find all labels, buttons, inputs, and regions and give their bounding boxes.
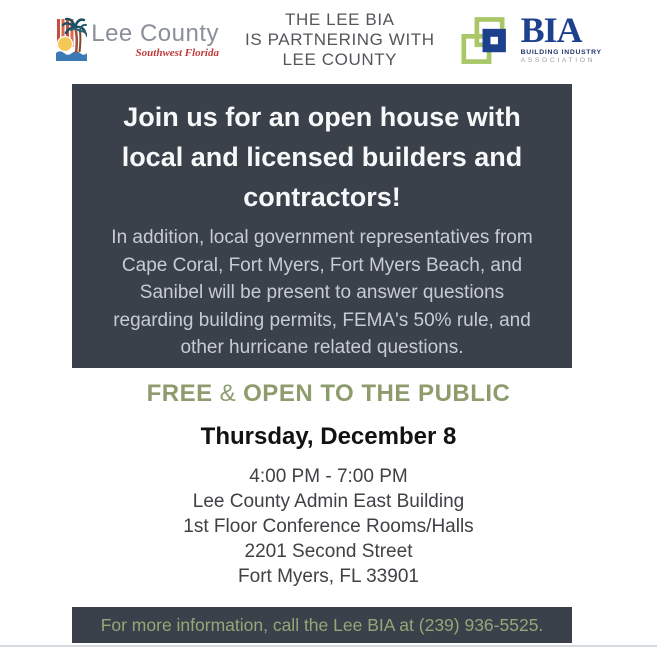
- bia-acronym: BIA: [520, 10, 582, 50]
- partnering-line-2: IS PARTNERING WITH: [245, 30, 435, 49]
- footer-info-bar: [72, 607, 572, 643]
- partnering-line-3: LEE COUNTY: [282, 50, 398, 69]
- body-line-4: regarding building permits, FEMA's 50% rule, and: [113, 309, 531, 331]
- event-building: Lee County Admin East Building: [192, 491, 465, 512]
- flyer-header: [0, 10, 657, 70]
- headline-line-2: local and licensed builders and: [121, 142, 523, 172]
- bottom-divider: [0, 645, 657, 647]
- body-line-1: In addition, local government representatives from: [111, 227, 533, 248]
- event-date: Thursday, December 8: [200, 423, 457, 450]
- hero-panel: [72, 84, 572, 368]
- partnering-line-1: THE LEE BIA: [285, 10, 395, 29]
- lee-county-logo: [55, 16, 219, 64]
- event-street: 2201 Second Street: [244, 541, 413, 562]
- body-line-3: Sanibel will be present to answer questions: [139, 282, 505, 303]
- headline: [72, 97, 572, 217]
- headline-line-1: Join us for an open house with: [123, 102, 521, 132]
- partnering-text: [245, 10, 435, 70]
- hero-body-text: [72, 224, 572, 362]
- palm-trees-sun-icon: [55, 16, 87, 64]
- event-details: [0, 464, 657, 589]
- event-time: 4:00 PM - 7:00 PM: [249, 466, 408, 487]
- bia-association-label: ASSOCIATION: [520, 57, 596, 64]
- event-room: 1st Floor Conference Rooms/Halls: [183, 516, 474, 537]
- lee-county-tagline: Southwest Florida: [135, 46, 219, 59]
- bia-logo: [461, 10, 602, 67]
- footer-contact-text: For more information, call the Lee BIA at (239) 936-5525.: [100, 615, 544, 635]
- ampersand: &: [219, 380, 237, 407]
- headline-line-3: contractors!: [243, 182, 401, 212]
- bia-wordmark: [520, 10, 602, 64]
- body-line-5: other hurricane related questions.: [180, 337, 464, 358]
- free-open-to-public-heading: [0, 381, 657, 407]
- free-label: FREE: [146, 380, 213, 407]
- open-to-public-label: OPEN TO THE PUBLIC: [243, 380, 511, 407]
- bia-squares-icon: [461, 15, 519, 67]
- event-city-state-zip: Fort Myers, FL 33901: [238, 566, 419, 587]
- bia-building-industry-label: BUILDING INDUSTRY: [520, 49, 602, 56]
- body-line-2: Cape Coral, Fort Myers, Fort Myers Beach, and: [121, 254, 523, 276]
- lee-county-wordmark: [91, 19, 219, 59]
- lee-county-name: Lee County: [91, 19, 219, 47]
